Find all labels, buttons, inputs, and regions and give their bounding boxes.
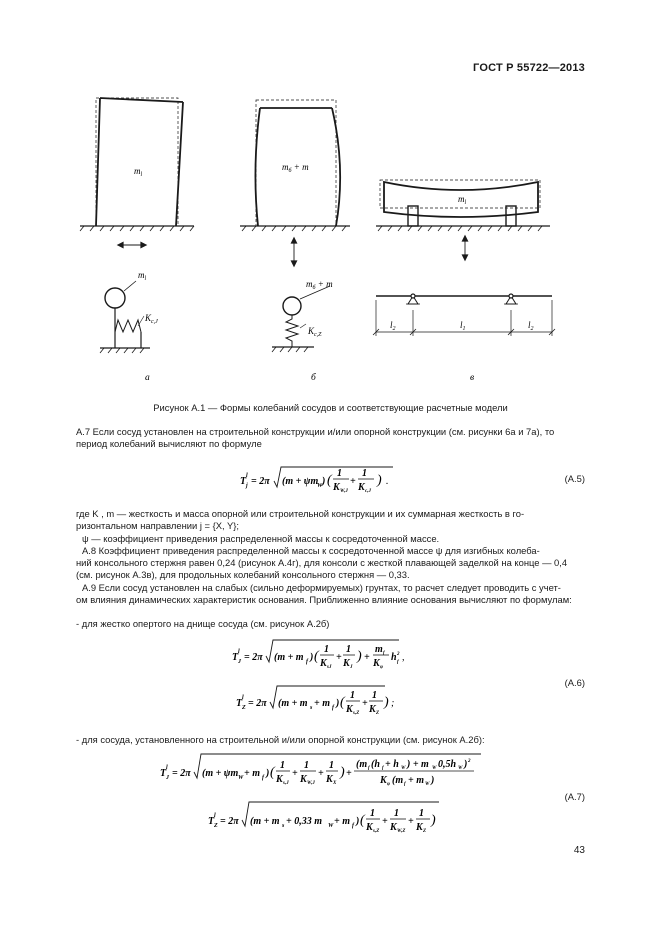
svg-text:1: 1 bbox=[394, 808, 399, 819]
svg-text:= 2π: = 2π bbox=[251, 476, 270, 487]
svg-text:m: m bbox=[375, 644, 383, 655]
svg-text:(: ( bbox=[314, 649, 319, 664]
svg-text:W,J: W,J bbox=[340, 489, 348, 494]
equation-a7 bbox=[156, 752, 486, 838]
panel-label-b: б bbox=[311, 373, 316, 383]
case-2: - для сосуда, установленного на строительной и/или опорной конструкции (см. рисунок А.2б): bbox=[76, 734, 485, 745]
svg-text:K: K bbox=[343, 658, 350, 669]
svg-text:): ) bbox=[377, 473, 382, 488]
svg-text:+: + bbox=[318, 768, 324, 779]
svg-text:φ: φ bbox=[380, 665, 383, 670]
mass-label-c: $m_l$ bbox=[458, 194, 467, 206]
svg-text:1: 1 bbox=[362, 468, 367, 479]
svg-text:f: f bbox=[332, 705, 334, 711]
svg-text:+: + bbox=[346, 768, 352, 779]
a8-line3: (см. рисунок А.3в), для продольных колебаний консольного стержня — 0,33. bbox=[76, 569, 410, 581]
svg-text:j: j bbox=[246, 483, 248, 489]
svg-text:(m + m: (m + m bbox=[250, 816, 280, 827]
svg-text:(h: (h bbox=[371, 759, 380, 770]
svg-text:.: . bbox=[386, 476, 389, 487]
svg-text:s: s bbox=[310, 705, 313, 711]
svg-text:K: K bbox=[320, 658, 327, 669]
svg-text:+: + bbox=[408, 816, 414, 827]
page-number: 43 bbox=[573, 845, 585, 856]
svg-text:): ) bbox=[336, 698, 340, 709]
svg-text:K: K bbox=[416, 822, 423, 833]
equation-number-a5: (А.5) bbox=[564, 473, 585, 484]
svg-text:K: K bbox=[358, 482, 365, 493]
svg-text:c,J: c,J bbox=[365, 489, 371, 494]
svg-text:W: W bbox=[317, 483, 323, 489]
svg-text:(m + ψm: (m + ψm bbox=[202, 768, 239, 779]
svg-text:): ) bbox=[357, 649, 362, 664]
svg-text:1: 1 bbox=[350, 690, 355, 701]
svg-text:X: X bbox=[333, 781, 337, 786]
svg-text:K: K bbox=[380, 775, 387, 786]
svg-text:W: W bbox=[328, 823, 334, 829]
svg-text:(: ( bbox=[360, 813, 365, 828]
svg-text:K: K bbox=[366, 822, 373, 833]
svg-text:(: ( bbox=[270, 765, 275, 780]
svg-text:): ) bbox=[310, 652, 314, 663]
equation-a6 bbox=[226, 638, 416, 722]
spring-label-a: $K_{c,J}$ bbox=[145, 313, 158, 325]
psi-line: ψ — коэффициент приведения распределенной массы к сосредоточенной массе. bbox=[82, 532, 440, 544]
svg-text:(m: (m bbox=[356, 759, 368, 770]
mass-label-a: $m_l$ bbox=[134, 166, 143, 178]
figure-caption: Рисунок А.1 — Формы колебаний сосудов и соответствующие расчетные модели bbox=[153, 402, 508, 413]
svg-text:K: K bbox=[333, 482, 340, 493]
where-line2: ризонтальном направлении j = {X, Y}; bbox=[76, 520, 240, 532]
svg-text:+: + bbox=[382, 816, 388, 827]
svg-text:(m + m: (m + m bbox=[274, 652, 304, 663]
svg-text:W: W bbox=[425, 782, 430, 787]
svg-text:φ: φ bbox=[387, 782, 390, 787]
svg-text:f: f bbox=[383, 651, 385, 656]
svg-text:T: T bbox=[236, 698, 243, 709]
svg-text:J: J bbox=[238, 659, 241, 665]
svg-text:+ h: + h bbox=[385, 759, 399, 770]
svg-text:s: s bbox=[282, 823, 285, 829]
svg-text:+ m: + m bbox=[408, 775, 424, 786]
svg-text:1: 1 bbox=[346, 644, 351, 655]
mass-label-b: $m_б + m$ bbox=[282, 162, 309, 174]
svg-text:Z: Z bbox=[423, 829, 427, 834]
svg-text:(m + m: (m + m bbox=[278, 698, 308, 709]
svg-text:(: ( bbox=[340, 695, 345, 710]
svg-text:1: 1 bbox=[329, 760, 334, 771]
svg-text:;: ; bbox=[391, 698, 395, 709]
svg-text:(m: (m bbox=[392, 775, 404, 786]
equation-number-a6: (А.6) bbox=[564, 677, 585, 688]
svg-text:T: T bbox=[208, 816, 215, 827]
svg-text:2: 2 bbox=[468, 759, 471, 764]
panel-label-c: в bbox=[470, 373, 475, 383]
model-mass-label-a: $m_l$ bbox=[138, 270, 147, 282]
svg-text:f: f bbox=[352, 823, 354, 829]
svg-text:+: + bbox=[350, 476, 356, 487]
svg-text:): ) bbox=[431, 813, 436, 828]
svg-text:f: f bbox=[368, 766, 370, 771]
svg-text:T: T bbox=[160, 768, 167, 779]
svg-text:K: K bbox=[369, 704, 376, 715]
spring-label-b: $K_{c,Z}$ bbox=[308, 326, 322, 338]
svg-text:K: K bbox=[276, 774, 283, 785]
svg-text:+: + bbox=[364, 652, 370, 663]
a9-line2: ом влияния динамических характеристик основания. Приближенно влияние основания вычисляют по формулам: bbox=[76, 594, 572, 606]
svg-text:J: J bbox=[166, 775, 169, 781]
svg-text:1: 1 bbox=[280, 760, 285, 771]
svg-text:+ m: + m bbox=[244, 768, 260, 779]
svg-text:1: 1 bbox=[337, 468, 342, 479]
figure-drawing bbox=[0, 88, 661, 388]
svg-text:sJ: sJ bbox=[327, 665, 332, 670]
svg-text:(m + ψm: (m + ψm bbox=[282, 476, 319, 487]
svg-text:2: 2 bbox=[397, 652, 400, 657]
svg-text:Z: Z bbox=[376, 711, 380, 716]
svg-text:l: l bbox=[166, 765, 168, 771]
a9-line1: А.9 Если сосуд установлен на слабых (сильно деформируемых) грунтах, то расчет следует проводить с учет- bbox=[82, 581, 561, 593]
svg-text:K: K bbox=[373, 658, 380, 669]
svg-text:W: W bbox=[238, 775, 244, 781]
a8-line2: ний консольного стержня равен 0,24 (рисунок А.4г), для консоли с жесткой плавающей заделкой на конце — 0,4 bbox=[76, 557, 568, 569]
svg-text:): ) bbox=[340, 765, 345, 780]
svg-text:): ) bbox=[384, 695, 389, 710]
svg-text:Z: Z bbox=[242, 705, 246, 711]
dim-label-l1: $l_1$ bbox=[460, 320, 466, 332]
dim-label-l2-left: $l_2$ bbox=[390, 320, 396, 332]
svg-text:h: h bbox=[391, 652, 397, 663]
svg-text:W: W bbox=[401, 766, 406, 771]
svg-text:) + m: ) + m bbox=[407, 759, 429, 770]
svg-text:W,Z: W,Z bbox=[397, 829, 406, 834]
svg-text:f: f bbox=[306, 659, 308, 665]
svg-text:= 2π: = 2π bbox=[172, 768, 191, 779]
svg-text:= 2π: = 2π bbox=[220, 816, 239, 827]
svg-text:+: + bbox=[362, 698, 368, 709]
svg-text:T: T bbox=[232, 652, 239, 663]
svg-text:+ m: + m bbox=[334, 816, 350, 827]
standard-header: ГОСТ Р 55722—2013 bbox=[473, 62, 585, 74]
where-line1: где K , m — жесткость и масса опорной или строительной конструкции и их суммарная жесткость в го- bbox=[76, 508, 525, 519]
svg-text:1: 1 bbox=[419, 808, 424, 819]
svg-text:): ) bbox=[431, 775, 435, 786]
svg-text:1: 1 bbox=[324, 644, 329, 655]
paragraph-a7-line2: период колебаний вычисляют по формуле bbox=[76, 438, 262, 450]
equation-number-a7: (А.7) bbox=[564, 791, 585, 802]
svg-text:): ) bbox=[266, 768, 270, 779]
paragraph-a7 bbox=[76, 426, 584, 451]
equation-a5 bbox=[236, 464, 396, 496]
figure-a1 bbox=[0, 88, 661, 388]
svg-text:K: K bbox=[300, 774, 307, 785]
svg-text:l: l bbox=[214, 813, 216, 819]
svg-text:f: f bbox=[404, 782, 406, 787]
svg-text:): ) bbox=[356, 816, 360, 827]
svg-text:W: W bbox=[458, 766, 463, 771]
svg-text:f: f bbox=[397, 660, 399, 665]
model-mass-label-b: $m_б + m$ bbox=[306, 279, 333, 291]
panel-label-a: а bbox=[145, 373, 150, 383]
svg-text:,: , bbox=[402, 652, 405, 663]
svg-text:+ m: + m bbox=[314, 698, 330, 709]
svg-text:(: ( bbox=[327, 473, 332, 488]
svg-text:l: l bbox=[238, 649, 240, 655]
svg-text:s,Z: s,Z bbox=[353, 711, 360, 716]
a8-line1: А.8 Коэффициент приведения распределенной массы к сосредоточенной массе ψ для изгибных колеба- bbox=[82, 544, 540, 556]
svg-text:l: l bbox=[246, 473, 248, 479]
svg-text:J: J bbox=[350, 665, 353, 670]
svg-text:+: + bbox=[336, 652, 342, 663]
svg-text:f: f bbox=[262, 775, 264, 781]
svg-text:1: 1 bbox=[370, 808, 375, 819]
paragraph-a7-line1: А.7 Если сосуд установлен на строительной конструкции и/или опорной конструкции (см. рисунки 6а и 7а), то bbox=[76, 426, 555, 437]
svg-text:0,5h: 0,5h bbox=[438, 759, 457, 770]
svg-text:W: W bbox=[432, 766, 437, 771]
svg-text:K: K bbox=[346, 704, 353, 715]
svg-text:Z: Z bbox=[214, 823, 218, 829]
svg-text:+ 0,33 m: + 0,33 m bbox=[286, 816, 322, 827]
svg-text:= 2π: = 2π bbox=[244, 652, 263, 663]
case-1: - для жестко опертого на днище сосуда (см. рисунок А.2б) bbox=[76, 618, 330, 629]
svg-text:l: l bbox=[242, 695, 244, 701]
svg-text:K: K bbox=[390, 822, 397, 833]
svg-text:T: T bbox=[240, 476, 247, 487]
svg-text:): ) bbox=[322, 476, 326, 487]
paragraph-where bbox=[76, 508, 584, 606]
svg-text:): ) bbox=[464, 759, 468, 770]
svg-text:W,J: W,J bbox=[307, 781, 315, 786]
svg-text:1: 1 bbox=[372, 690, 377, 701]
svg-text:s,J: s,J bbox=[283, 781, 289, 786]
svg-text:s,Z: s,Z bbox=[373, 829, 380, 834]
svg-text:f: f bbox=[382, 766, 384, 771]
svg-text:+: + bbox=[292, 768, 298, 779]
svg-text:1: 1 bbox=[304, 760, 309, 771]
dim-label-l2-right: $l_2$ bbox=[528, 320, 534, 332]
svg-text:= 2π: = 2π bbox=[248, 698, 267, 709]
svg-text:K: K bbox=[326, 774, 333, 785]
